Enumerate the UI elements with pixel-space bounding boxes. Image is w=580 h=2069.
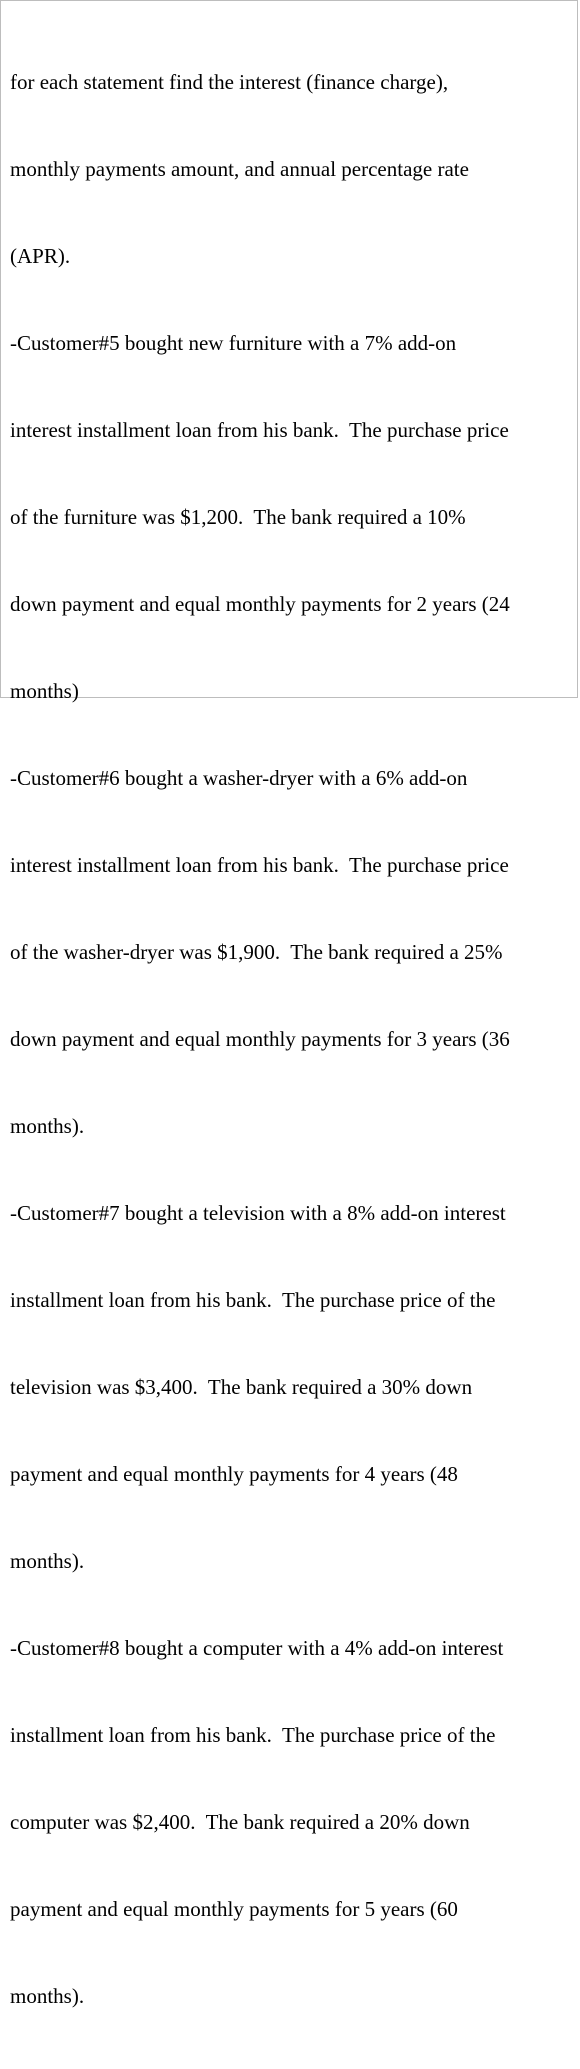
customer-7-line-1: -Customer#7 bought a television with a 8% add-on interest <box>10 1201 506 1225</box>
customer-6-line-4: down payment and equal monthly payments for 3 years (36 <box>10 1027 510 1051</box>
customer-7-line-3: television was $3,400. The bank required a 30% down <box>10 1375 473 1399</box>
customer-5-line-3: of the furniture was $1,200. The bank required a 10% <box>10 505 466 529</box>
customer-6-line-5: months). <box>10 1114 85 1138</box>
customer-7-line-5: months). <box>10 1549 85 1573</box>
intro-line-3: (APR). <box>10 244 71 268</box>
customer-6-line-1: -Customer#6 bought a washer-dryer with a 6% add-on <box>10 766 468 790</box>
customer-8-line-1: -Customer#8 bought a computer with a 4% add-on interest <box>10 1636 504 1660</box>
intro-line-1: for each statement find the interest (finance charge), <box>10 70 449 94</box>
customer-8-line-2: installment loan from his bank. The purchase price of the <box>10 1723 496 1747</box>
customer-5-line-1: -Customer#5 bought new furniture with a 7% add-on <box>10 331 457 355</box>
problem-text <box>10 10 572 2069</box>
customer-5-line-4: down payment and equal monthly payments for 2 years (24 <box>10 592 510 616</box>
customer-5-line-2: interest installment loan from his bank. The purchase price <box>10 418 509 442</box>
customer-6-line-2: interest installment loan from his bank. The purchase price <box>10 853 509 877</box>
customer-5-line-5: months) <box>10 679 79 703</box>
customer-7-line-4: payment and equal monthly payments for 4 years (48 <box>10 1462 458 1486</box>
customer-6-line-3: of the washer-dryer was $1,900. The bank required a 25% <box>10 940 503 964</box>
customer-8-line-4: payment and equal monthly payments for 5 years (60 <box>10 1897 458 1921</box>
customer-8-line-5: months). <box>10 1984 85 2008</box>
intro-line-2: monthly payments amount, and annual percentage rate <box>10 157 469 181</box>
customer-7-line-2: installment loan from his bank. The purchase price of the <box>10 1288 496 1312</box>
customer-8-line-3: computer was $2,400. The bank required a 20% down <box>10 1810 470 1834</box>
